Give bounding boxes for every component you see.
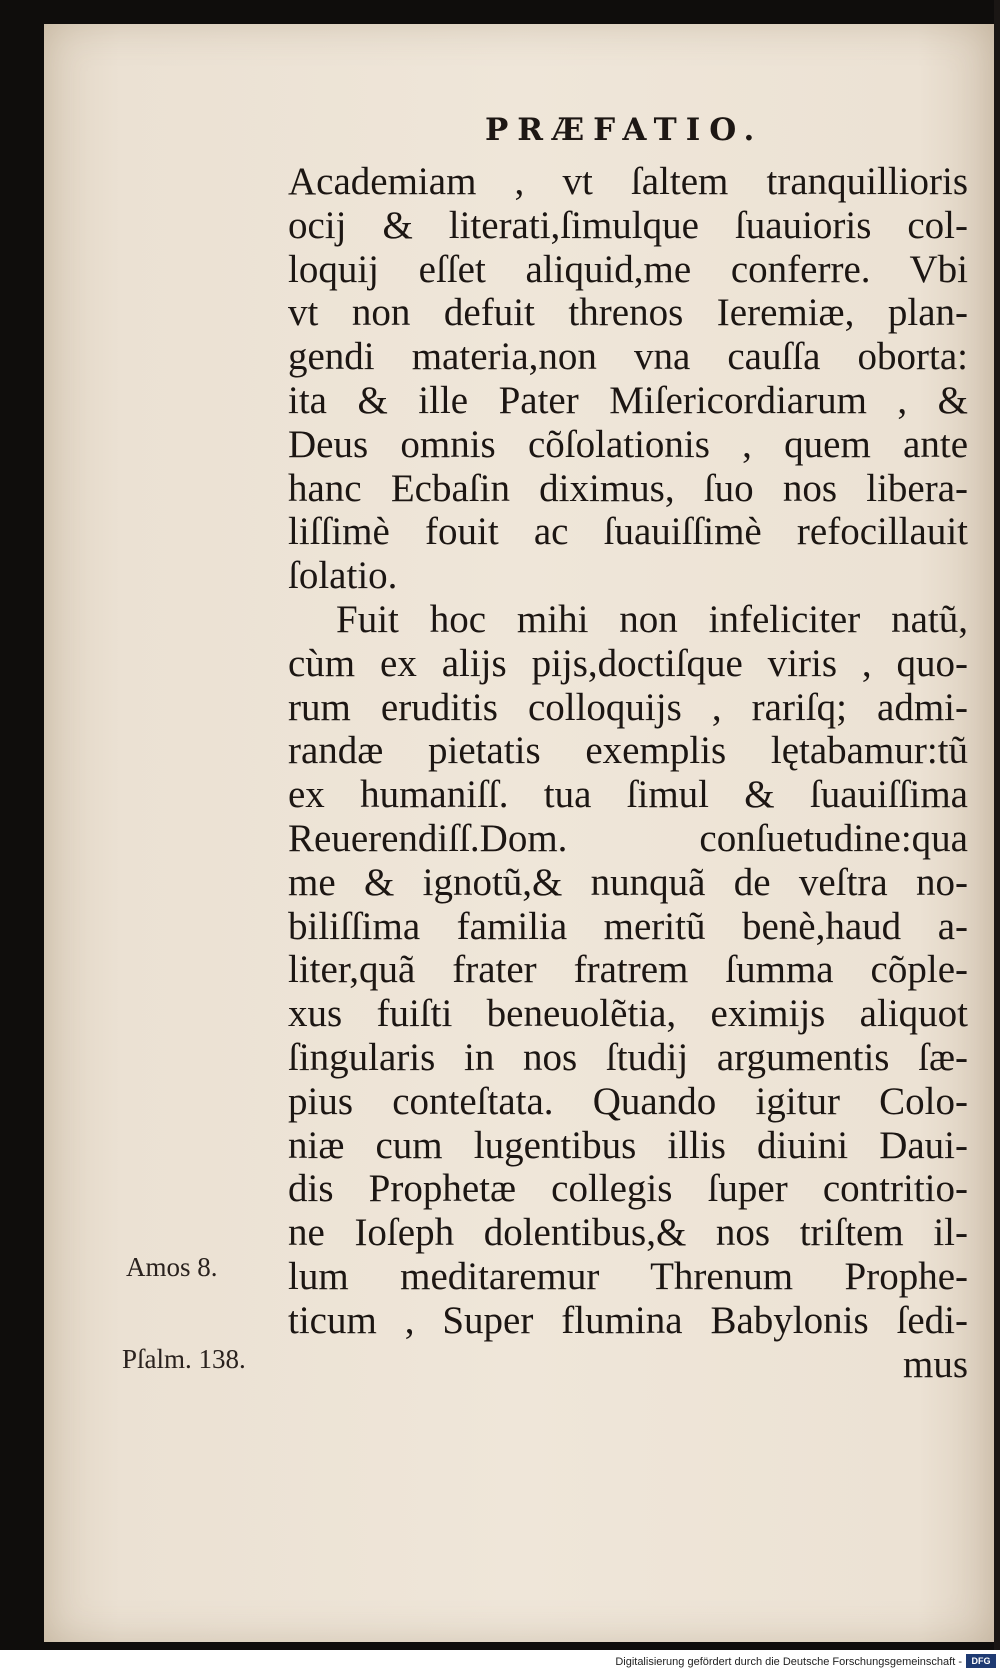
text-line: pius conteſtata. Quando igitur Colo- [288,1079,968,1123]
text-line: ſingularis in nos ſtudij argumentis ſæ- [288,1035,968,1079]
text-line: ex humaniſſ. tua ſimul & ſuauiſſima [288,773,968,817]
catchword: mus [902,1342,968,1386]
margin-note-psalm: Pſalm. 138. [122,1344,246,1374]
margin-note-amos: Amos 8. [126,1252,218,1282]
text-line: me & ignotũ,& nunquã de veſtra no- [288,860,968,904]
text-line: lum meditaremur Threnum Prophe- [288,1254,968,1298]
text-line: Reuerendiſſ.Dom. conſuetudine:qua [288,816,968,860]
running-header: PRÆFATIO. [485,112,764,148]
text-line: liſſimè fouit ac ſuauiſſimè refocillauit [288,510,968,554]
text-line: ocij & literati,ſimulque ſuauioris col- [288,203,968,247]
text-line: loquij eſſet aliquid,me conferre. Vbi [288,247,968,291]
text-line: biliſſima familia meritũ benè,haud a- [288,904,968,948]
text-line: ſolatio. [288,554,398,598]
text-line: rum eruditis colloquijs , rariſq; admi- [288,685,968,729]
text-line: cùm ex alijs pijs,doctiſque viris , quo- [288,641,968,685]
text-line: ne Ioſeph dolentibus,& nos triſtem il- [288,1211,968,1255]
text-line: xus fuiſti beneuolẽtia, eximijs aliquot [288,992,968,1036]
text-line: Fuit hoc mihi non infeliciter natũ, [336,597,968,641]
dfg-logo-icon: DFG [966,1654,996,1668]
text-line: hanc Ecbaſin diximus, ſuo nos libera- [288,466,968,510]
text-line: ita & ille Pater Miſericordiarum , & [288,378,968,422]
text-line: Deus omnis cõſolationis , quem ante [288,422,968,466]
digitization-credit: Digitalisierung gefördert durch die Deutsche Forschungsgemeinschaft - [615,1656,962,1668]
text-line: gendi materia,non vna cauſſa oborta: [288,335,968,379]
text-line: ticum , Super flumina Babylonis ſedi- [288,1298,968,1342]
text-line: randæ pietatis exemplis lętabamur:tũ [288,729,968,773]
text-line: vt non defuit threnos Ieremiæ, plan- [288,291,968,335]
text-line: liter,quã frater fratrem ſumma cõple- [288,948,968,992]
text-line: niæ cum lugentibus illis diuini Daui- [288,1123,968,1167]
text-line: Academiam , vt ſaltem tranquillioris [288,160,968,203]
text-line: dis Prophetæ collegis ſuper contritio- [288,1167,968,1211]
body-text [288,160,968,1386]
page-edge [994,0,1000,1650]
